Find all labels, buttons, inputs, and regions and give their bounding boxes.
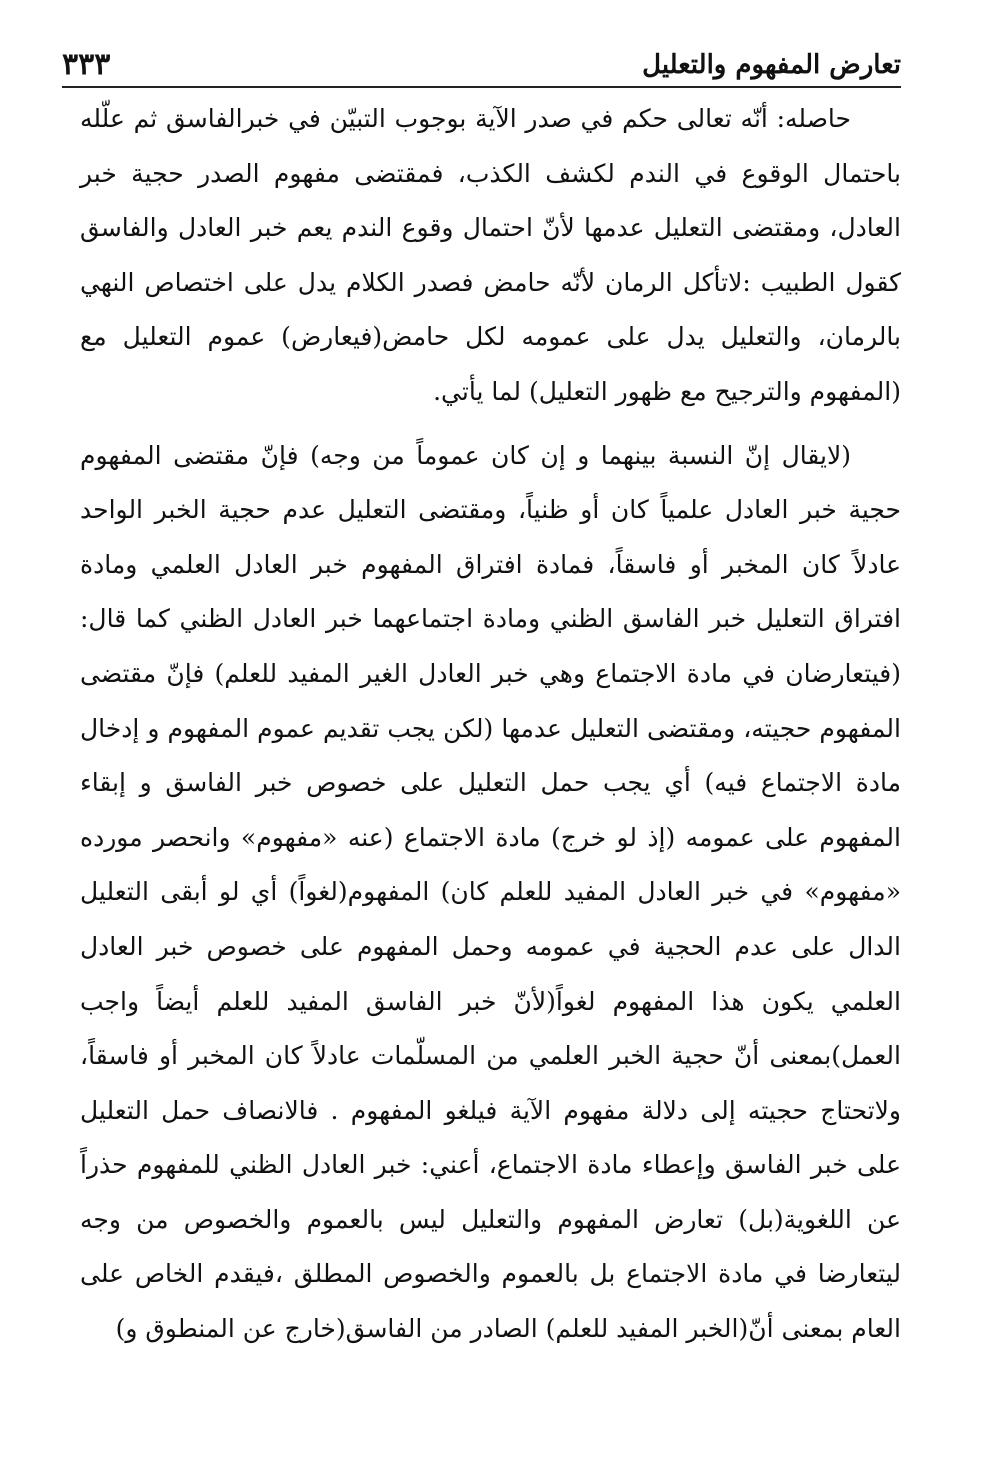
page-body [80,92,901,1357]
page-number: ٣٣٣ [62,47,111,82]
paragraph: (لايقال إنّ النسبة بينهما و إن كان عموماً من وجه) فإنّ مقتضى المفهوم حجية خبر العادل علمياً كان أو ظنياً، ومقتضى التعليل عدم حجية الخبر الواحد عادلاً كان المخبر أو فاسقاً، فمادة افتراق المفهوم خبر العادل العلمي ومادة افتراق التعليل خبر الفاسق الظني ومادة اجتماعهما خبر العادل الظني كما قال:(فيتعارضان في مادة الاجتماع وهي خبر العادل الغير المفيد للعلم) فإنّ مقتضى المفهوم حجيته، ومقتضى التعليل عدمها (لكن يجب تقديم عموم المفهوم و إدخال مادة الاجتماع فيه) أي يجب حمل التعليل على خصوص خبر الفاسق و إبقاء المفهوم على عمومه (إذ لو خرج) مادة الاجتماع (عنه «مفهوم» وانحصر مورده «مفهوم» في خبر العادل المفيد للعلم كان) المفهوم(لغواً) أي لو أبقى التعليل الدال على عدم الحجية في عمومه وحمل المفهوم على خصوص خبر العادل العلمي يكون هذا المفهوم لغواً(لأنّ خبر الفاسق المفيد للعلم أيضاً واجب العمل)بمعنى أنّ حجية الخبر العلمي من المسلّمات عادلاً كان المخبر أو فاسقاً، ولاتحتاج حجيته إلى دلالة مفهوم الآية فيلغو المفهوم . فالانصاف حمل التعليل على خبر الفاسق وإعطاء مادة الاجتماع، أعني: خبر العادل الظني للمفهوم حذراً عن اللغوية(بل) تعارض المفهوم والتعليل ليس بالعموم والخصوص من وجه ليتعارضا في مادة الاجتماع بل بالعموم والخصوص المطلق ،فيقدم الخاص على العام بمعنى أنّ(الخبر المفيد للعلم) الصادر من الفاسق(خارج عن المنطوق و) [80,440,901,1344]
paragraph: حاصله: أنّه تعالى حكم في صدر الآية بوجوب التبيّن في خبرالفاسق ثم علّله باحتمال الوقوع في الندم لكشف الكذب، فمقتضى مفهوم الصدر حجية خبر العادل، ومقتضى التعليل عدمها لأنّ احتمال وقوع الندم يعم خبر العادل والفاسق كقول الطبيب :لاتأكل الرمان لأنّه حامض فصدر الكلام يدل على اختصاص النهي بالرمان، والتعليل يدل على عمومه لكل حامض(فيعارض) عموم التعليل مع (المفهوم والترجيح مع ظهور التعليل) لما يأتي. [80,104,901,406]
running-header-title: تعارض المفهوم والتعليل [642,50,901,80]
page-header [62,40,901,88]
